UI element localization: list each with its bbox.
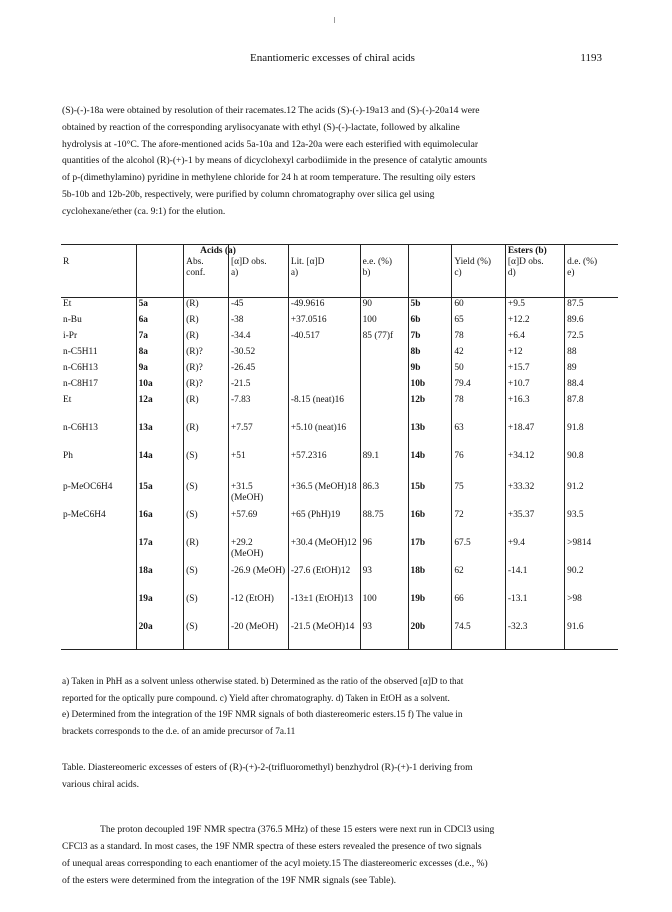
cell-alpha-obs: -34.4	[228, 330, 288, 346]
cell-r: p-MeC6H4	[61, 509, 136, 537]
cell-alpha-obs: -26.45	[228, 362, 288, 378]
table-row	[61, 378, 618, 394]
cell-lit: +65 (PhH)19	[288, 509, 360, 537]
cell-acid: 16a	[136, 509, 184, 537]
cell-ee	[360, 362, 408, 378]
cell-lit: +37.0516	[288, 314, 360, 330]
cell-alpha-ester: +6.4	[505, 330, 564, 346]
cell-yield: 72	[452, 509, 506, 537]
body-line: The proton decoupled 19F NMR spectra (376.5 MHz) of these 15 esters were next run in CDCl3 using	[100, 824, 495, 835]
cell-abs: (S)	[184, 450, 229, 481]
cell-alpha-obs: -26.9 (MeOH)	[228, 565, 288, 593]
cell-alpha-ester: +16.3	[505, 394, 564, 422]
cell-de: 87.8	[567, 395, 584, 405]
cell-de: 91.6	[567, 622, 584, 632]
cell-abs: (R)	[184, 422, 229, 450]
intro-line: quantities of the alcohol (R)-(+)-1 by means of dicyclohexyl carbodiimide in the presence of catalytic amounts	[62, 155, 487, 167]
cell-alpha-ester: +9.4	[505, 537, 564, 565]
intro-line: of p-(dimethylamino) pyridine in methylene chloride for 24 h at room temperature. The resulting oily esters	[62, 172, 476, 184]
table-footnotes	[62, 674, 620, 740]
table-row	[61, 481, 618, 509]
header-alpha-obs: [α]D obs. a)	[228, 245, 288, 298]
cell-ee: 100	[360, 593, 408, 621]
intro-line: cyclohexane/ether (ca. 9:1) for the elution.	[62, 205, 226, 217]
cell-yield: 78	[452, 394, 506, 422]
table-row	[61, 537, 618, 565]
table-row	[61, 394, 618, 422]
cell-ee: 93	[360, 565, 408, 593]
table-row	[61, 422, 618, 450]
cell-abs: (R)?	[184, 362, 229, 378]
header-alpha-ester: Esters (b) [α]D obs. d)	[505, 245, 564, 298]
footnote-line: e) Determined from the integration of the 19F NMR signals of both diastereomeric esters.15 f) The value in	[62, 710, 463, 720]
header-abs: Acids (a) Abs. conf.	[184, 245, 229, 298]
cell-acid: 17a	[136, 537, 184, 565]
cell-ee: 85 (77)f	[360, 330, 408, 346]
cell-alpha-obs: -21.5	[228, 378, 288, 394]
table-row	[61, 314, 618, 330]
body-paragraph	[62, 821, 620, 889]
cell-lit	[288, 346, 360, 362]
table-row	[61, 450, 618, 481]
cell-yield: 78	[452, 330, 506, 346]
cell-yield: 65	[452, 314, 506, 330]
cell-yield: 62	[452, 565, 506, 593]
cell-r: n-Bu	[61, 314, 136, 330]
page-number: 1193	[580, 52, 602, 64]
table-row	[61, 362, 618, 378]
cell-r: n-C6H13	[61, 422, 136, 450]
cell-ester: 14b	[408, 450, 452, 481]
cell-yield: 74.5	[452, 621, 506, 650]
cell-de: >9814	[567, 538, 592, 548]
cell-abs: (R)	[184, 537, 229, 565]
cell-r: Et	[61, 394, 136, 422]
intro-paragraph	[62, 103, 620, 221]
cell-yield: 50	[452, 362, 506, 378]
cell-ester: 20b	[408, 621, 452, 650]
cell-alpha-ester: -14.1	[505, 565, 564, 593]
cell-yield: 76	[452, 450, 506, 481]
cell-abs: (R)?	[184, 378, 229, 394]
cell-alpha-obs: -7.83	[228, 394, 288, 422]
cell-alpha-ester: +12	[505, 346, 564, 362]
cell-alpha-ester: +33.32	[505, 481, 564, 509]
cell-ester: 17b	[408, 537, 452, 565]
cell-lit: -49.9616	[288, 298, 360, 315]
cell-alpha-ester: +9.5	[505, 298, 564, 315]
cell-abs: (S)	[184, 565, 229, 593]
cell-alpha-obs: +7.57	[228, 422, 288, 450]
cell-de: 91.8	[567, 423, 584, 433]
running-title: Enantiomeric excesses of chiral acids	[250, 52, 415, 64]
cell-abs: (R)	[184, 330, 229, 346]
cell-r: p-MeOC6H4	[61, 481, 136, 509]
cell-ee: 100	[360, 314, 408, 330]
cell-de: 93.5	[567, 510, 584, 520]
cell-r: n-C8H17	[61, 378, 136, 394]
cell-ee	[360, 394, 408, 422]
cell-alpha-ester: +15.7	[505, 362, 564, 378]
cell-acid: 6a	[136, 314, 184, 330]
cell-r: Ph	[61, 450, 136, 481]
table-header-row	[61, 245, 618, 298]
table-row	[61, 330, 618, 346]
page-tick-mark	[334, 17, 335, 23]
table-body	[61, 298, 618, 650]
cell-r	[61, 621, 136, 650]
cell-abs: (R)	[184, 394, 229, 422]
cell-alpha-obs: +29.2 (MeOH)	[228, 537, 288, 565]
body-line: of unequal areas corresponding to each enantiomer of the acyl moiety.15 The diastereomeric excesses (d.e., %)	[62, 858, 488, 869]
cell-de: 89	[567, 363, 577, 373]
table-row	[61, 509, 618, 537]
cell-r: n-C6H13	[61, 362, 136, 378]
cell-de: 89.6	[567, 315, 584, 325]
cell-acid: 18a	[136, 565, 184, 593]
cell-ee: 86.3	[360, 481, 408, 509]
intro-line: 5b-10b and 12b-20b, respectively, were purified by column chromatography over silica gel using	[62, 188, 435, 200]
acids-group-label: Acids (a)	[200, 246, 236, 256]
header-ester-blank	[408, 245, 452, 298]
caption-line: various chiral acids.	[62, 778, 139, 790]
cell-r: Et	[61, 298, 136, 315]
cell-ee: 90	[360, 298, 408, 315]
footnote-line: reported for the optically pure compound. c) Yield after chromatography. d) Taken in EtOH as a solvent.	[62, 693, 450, 704]
header-r: R	[61, 245, 136, 298]
cell-alpha-ester: +18.47	[505, 422, 564, 450]
cell-alpha-ester: +34.12	[505, 450, 564, 481]
cell-de: 88	[567, 347, 577, 357]
cell-abs: (S)	[184, 481, 229, 509]
cell-alpha-obs: -45	[228, 298, 288, 315]
cell-ee	[360, 422, 408, 450]
cell-abs: (S)	[184, 593, 229, 621]
cell-lit: -21.5 (MeOH)14	[288, 621, 360, 650]
cell-ester: 19b	[408, 593, 452, 621]
cell-abs: (S)	[184, 621, 229, 650]
cell-ester: 5b	[408, 298, 452, 315]
cell-lit: -13±1 (EtOH)13	[288, 593, 360, 621]
cell-r	[61, 537, 136, 565]
cell-yield: 63	[452, 422, 506, 450]
header-yield: Yield (%) c)	[452, 245, 506, 298]
cell-yield: 67.5	[452, 537, 506, 565]
table-row	[61, 298, 618, 315]
cell-yield: 42	[452, 346, 506, 362]
cell-lit: +5.10 (neat)16	[288, 422, 360, 450]
cell-abs: (R)?	[184, 346, 229, 362]
cell-acid: 14a	[136, 450, 184, 481]
cell-abs: (S)	[184, 509, 229, 537]
cell-ester: 13b	[408, 422, 452, 450]
cell-abs: (R)	[184, 298, 229, 315]
header-ee: e.e. (%) b)	[360, 245, 408, 298]
table-row	[61, 346, 618, 362]
cell-de: 88.4	[567, 379, 584, 389]
cell-ester: 8b	[408, 346, 452, 362]
body-line: CFCl3 as a standard. In most cases, the 19F NMR spectra of these esters revealed the presence of two signals	[62, 841, 482, 852]
cell-ee: 93	[360, 621, 408, 650]
cell-alpha-ester: +12.2	[505, 314, 564, 330]
cell-lit: -27.6 (EtOH)12	[288, 565, 360, 593]
cell-yield: 60	[452, 298, 506, 315]
cell-de: >98	[567, 594, 582, 604]
table-row	[61, 621, 618, 650]
cell-alpha-ester: +10.7	[505, 378, 564, 394]
cell-ee: 89.1	[360, 450, 408, 481]
cell-acid: 9a	[136, 362, 184, 378]
cell-acid: 15a	[136, 481, 184, 509]
cell-ester: 18b	[408, 565, 452, 593]
cell-acid: 8a	[136, 346, 184, 362]
cell-acid: 20a	[136, 621, 184, 650]
cell-lit: +30.4 (MeOH)12	[288, 537, 360, 565]
cell-alpha-ester: -13.1	[505, 593, 564, 621]
cell-acid: 10a	[136, 378, 184, 394]
caption-line: Table. Diastereomeric excesses of esters of (R)-(+)-2-(trifluoromethyl) benzhydrol (R)-(+)-1 deriving from	[62, 762, 473, 773]
cell-ester: 15b	[408, 481, 452, 509]
results-table	[61, 244, 618, 650]
table-row	[61, 565, 618, 593]
cell-de: 90.2	[567, 566, 584, 576]
table-row	[61, 593, 618, 621]
header-lit: Lit. [α]D a)	[288, 245, 360, 298]
cell-lit: -8.15 (neat)16	[288, 394, 360, 422]
cell-abs: (R)	[184, 314, 229, 330]
cell-alpha-ester: +35.37	[505, 509, 564, 537]
intro-line: obtained by reaction of the corresponding arylisocyanate with ethyl (S)-(-)-lactate, followed by alkaline	[62, 121, 460, 133]
cell-alpha-ester: -32.3	[505, 621, 564, 650]
cell-r	[61, 593, 136, 621]
cell-de: 90.8	[567, 451, 584, 461]
header-de: d.e. (%) e)	[567, 257, 598, 278]
footnote-line: a) Taken in PhH as a solvent unless otherwise stated. b) Determined as the ratio of the observed [α]D to that	[62, 677, 464, 687]
cell-alpha-obs: -38	[228, 314, 288, 330]
esters-group-label: Esters (b)	[507, 246, 547, 256]
cell-ester: 6b	[408, 314, 452, 330]
cell-lit: +57.2316	[288, 450, 360, 481]
cell-alpha-obs: +57.69	[228, 509, 288, 537]
cell-r: i-Pr	[61, 330, 136, 346]
cell-ee	[360, 378, 408, 394]
table-caption	[62, 760, 620, 794]
intro-line: (S)-(-)-18a were obtained by resolution of their racemates.12 The acids (S)-(-)-19a13 and (S)-(-)-20a14 were	[62, 105, 480, 116]
cell-yield: 66	[452, 593, 506, 621]
cell-lit	[288, 362, 360, 378]
cell-de: 87.5	[567, 299, 584, 309]
running-header	[64, 52, 610, 68]
cell-ester: 7b	[408, 330, 452, 346]
body-line: of the esters were determined from the integration of the 19F NMR signals (see Table).	[62, 875, 397, 886]
cell-ester: 12b	[408, 394, 452, 422]
cell-lit: +36.5 (MeOH)18	[288, 481, 360, 509]
cell-alpha-obs: -12 (EtOH)	[228, 593, 288, 621]
cell-ee	[360, 346, 408, 362]
cell-acid: 19a	[136, 593, 184, 621]
cell-alpha-obs: +51	[228, 450, 288, 481]
cell-r: n-C5H11	[61, 346, 136, 362]
cell-lit: -40.517	[288, 330, 360, 346]
cell-ester: 10b	[408, 378, 452, 394]
cell-ester: 9b	[408, 362, 452, 378]
cell-lit	[288, 378, 360, 394]
footnote-line: brackets corresponds to the d.e. of an amide precursor of 7a.11	[62, 726, 296, 737]
cell-acid: 7a	[136, 330, 184, 346]
cell-de: 91.2	[567, 482, 584, 492]
cell-alpha-obs: -20 (MeOH)	[228, 621, 288, 650]
cell-ee: 96	[360, 537, 408, 565]
cell-alpha-obs: +31.5 (MeOH)	[228, 481, 288, 509]
header-acid-blank	[136, 245, 184, 298]
cell-r	[61, 565, 136, 593]
cell-yield: 75	[452, 481, 506, 509]
cell-acid: 13a	[136, 422, 184, 450]
cell-de: 72.5	[567, 331, 584, 341]
intro-line: hydrolysis at -10°C. The afore-mentioned acids 5a-10a and 12a-20a were each esterified with equimolecular	[62, 138, 479, 150]
cell-alpha-obs: -30.52	[228, 346, 288, 362]
cell-acid: 5a	[136, 298, 184, 315]
cell-ester: 16b	[408, 509, 452, 537]
cell-acid: 12a	[136, 394, 184, 422]
cell-ee: 88.75	[360, 509, 408, 537]
cell-yield: 79.4	[452, 378, 506, 394]
